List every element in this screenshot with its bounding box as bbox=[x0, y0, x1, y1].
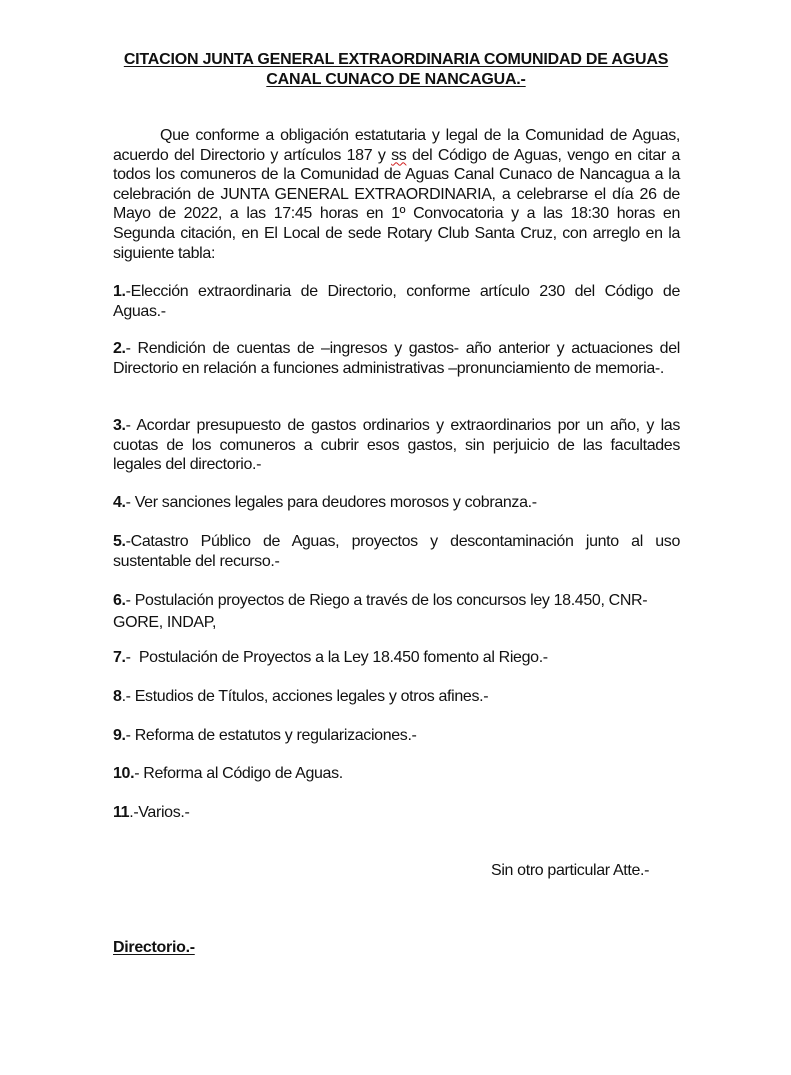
agenda-item-text: - Acordar presupuesto de gastos ordinarios y extraordinarios por un año, y las cuotas de los comuneros a cubrir esos gastos, sin perjuicio de las facultades legales del directorio.- bbox=[113, 417, 680, 474]
agenda-item-text: - Rendición de cuentas de –ingresos y gastos- año anterior y actuaciones del Directorio en relación a funciones administrativas –pronunciamiento de memoria-. bbox=[113, 340, 680, 377]
agenda-item-text: .- Estudios de Títulos, acciones legales y otros afines.- bbox=[121, 688, 489, 705]
agenda-item bbox=[113, 648, 680, 668]
agenda-item-number: 1. bbox=[113, 283, 126, 300]
agenda-item bbox=[113, 726, 680, 746]
agenda-item-number: 7. bbox=[113, 649, 126, 666]
agenda-item-text: -Elección extraordinaria de Directorio, conforme artículo 230 del Código de Aguas.- bbox=[113, 283, 680, 320]
document-title: CITACION JUNTA GENERAL EXTRAORDINARIA COMUNIDAD DE AGUAS CANAL CUNACO DE NANCAGUA.- bbox=[123, 51, 669, 88]
agenda-item bbox=[113, 764, 680, 784]
agenda-item bbox=[113, 687, 680, 707]
agenda-item bbox=[113, 416, 680, 475]
spellcheck-flagged-word: ss bbox=[391, 146, 407, 164]
agenda-item bbox=[113, 282, 680, 321]
agenda-item bbox=[113, 493, 680, 513]
agenda-item-number: 8 bbox=[113, 688, 122, 705]
agenda-item-text: -Catastro Público de Aguas, proyectos y descontaminación junto al uso sustentable del recurso.- bbox=[113, 533, 680, 570]
agenda-item bbox=[113, 803, 680, 823]
intro-text-part-2: del Código de Aguas, vengo en citar a todos los comuneros de la Comunidad de Aguas Canal Cunaco de Nancagua a la celebración de JUNTA GENERAL EXTRAORDINARIA, a celebrarse el día 26 de Mayo de 2022, a las 17:45 horas en 1º Convocatoria y a las 18:30 horas en Segunda citación, en El Local de sede Rotary Club Santa Cruz, con arreglo en la siguiente tabla: bbox=[113, 146, 680, 262]
agenda-item-text: - Ver sanciones legales para deudores morosos y cobranza.- bbox=[125, 494, 537, 511]
agenda-item-text: - Postulación de Proyectos a la Ley 18.450 fomento al Riego.- bbox=[125, 649, 548, 666]
agenda-item-text: .-Varios.- bbox=[129, 804, 190, 821]
agenda-item bbox=[113, 532, 680, 571]
agenda-item bbox=[113, 590, 680, 634]
agenda-item-number: 3. bbox=[113, 417, 126, 434]
agenda-item-number: 11 bbox=[113, 804, 130, 821]
agenda-item-text: - Reforma de estatutos y regularizaciones.- bbox=[125, 727, 417, 744]
agenda-item-number: 2. bbox=[113, 340, 126, 357]
closing-line: Sin otro particular Atte.- bbox=[491, 862, 650, 879]
agenda-item-number: 6. bbox=[113, 592, 126, 609]
agenda-item-number: 9. bbox=[113, 727, 126, 744]
agenda-item bbox=[113, 339, 680, 378]
agenda-item-number: 4. bbox=[113, 494, 126, 511]
agenda-item-number: 5. bbox=[113, 533, 126, 550]
agenda-item-number: 10. bbox=[113, 765, 135, 782]
intro-paragraph bbox=[113, 126, 680, 263]
agenda-item-text: - Reforma al Código de Aguas. bbox=[134, 765, 343, 782]
agenda-item-text: - Postulación proyectos de Riego a través de los concursos ley 18.450, CNR-GORE, INDAP, bbox=[113, 592, 648, 631]
intro-text-part-1: Que conforme a obligación estatutaria y legal de la Comunidad de Aguas, acuerdo del Directorio y artículos 187 y bbox=[113, 127, 680, 164]
signature: Directorio.- bbox=[113, 939, 195, 956]
